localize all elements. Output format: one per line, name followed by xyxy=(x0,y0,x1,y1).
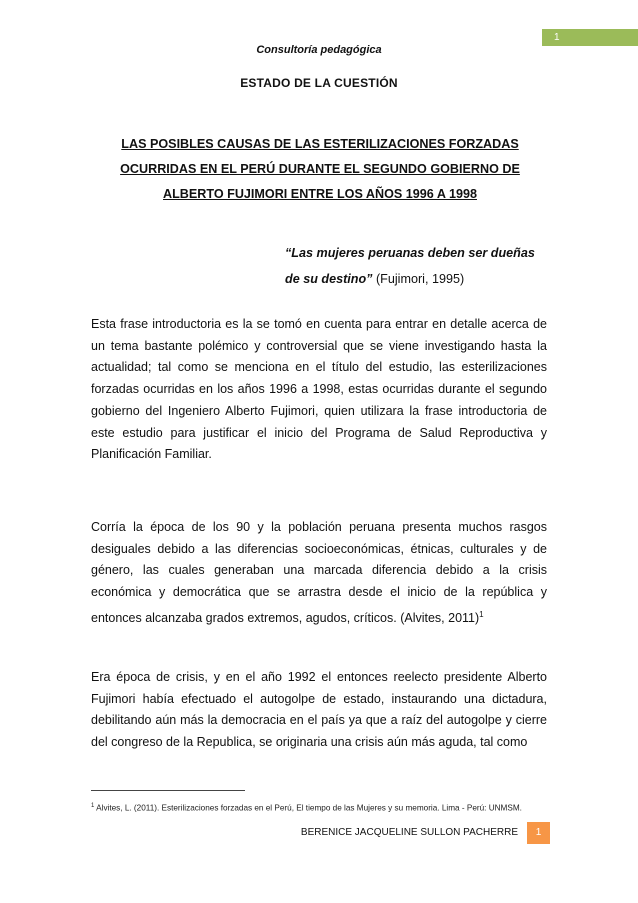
footer-author: BERENICE JACQUELINE SULLON PACHERRE xyxy=(300,827,518,838)
footnote-text: Alvites, L. (2011). Esterilizaciones forzadas en el Perú, El tiempo de las Mujeres y su memoria. Lima - Perú: UNMSM. xyxy=(94,803,522,813)
paragraph-2 xyxy=(91,517,547,630)
document-title: LAS POSIBLES CAUSAS DE LAS ESTERILIZACIONES FORZADAS OCURRIDAS EN EL PERÚ DURANTE EL SEGUNDO GOBIERNO DE ALBERTO FUJIMORI ENTRE LOS AÑOS 1996 A 1998 xyxy=(120,137,520,201)
epigraph-citation: (Fujimori, 1995) xyxy=(372,272,465,286)
paragraph-1: Esta frase introductoria es la se tomó en cuenta para entrar en detalle acerca de un tema bastante polémico y controversial que se viene investigando hasta la actualidad; tal como se menciona en el título del estudio, las esterilizaciones forzadas ocurridas en los años 1996 a 1998, estas ocurridas durante el segundo gobierno del Ingeniero Alberto Fujimori, quien utilizara la frase introductoria de este estudio para justificar el inicio del Programa de Salud Reproductiva y Planificación Familiar. xyxy=(91,317,547,462)
footnote-reference: 1 xyxy=(479,609,484,619)
footnote xyxy=(91,800,547,815)
section-title: ESTADO DE LA CUESTIÓN xyxy=(240,76,398,90)
paragraph-2-text: Corría la época de los 90 y la población peruana presenta muchos rasgos desiguales debido a las diferencias socioeconómicas, étnicas, culturales y de género, las cuales generaban una marcada diferencia debido a la crisis económica y democrática que se arrastra desde el inicio de la república y entonces alcanzaba grados extremos, agudos, críticos. (Alvites, 2011) xyxy=(91,520,547,625)
footnote-marker: 1 xyxy=(91,803,95,809)
footnote-divider xyxy=(91,790,245,791)
paragraph-3: Era época de crisis, y en el año 1992 el entonces reelecto presidente Alberto Fujimori había efectuado el autogolpe de estado, instaurando una dictadura, debilitando aún más la democracia en el país ya que a raíz del autogolpe y cierre del congreso de la Republica, se originaria una crisis aún más aguda, tal como xyxy=(91,670,547,750)
epigraph-quote: “Las mujeres peruanas deben ser dueñas de su destino” xyxy=(285,246,535,286)
running-header: Consultoría pedagógica xyxy=(256,44,382,56)
page-number-tab: 1 xyxy=(542,29,638,46)
footer-page-number: 1 xyxy=(527,822,550,844)
epigraph xyxy=(285,240,550,292)
